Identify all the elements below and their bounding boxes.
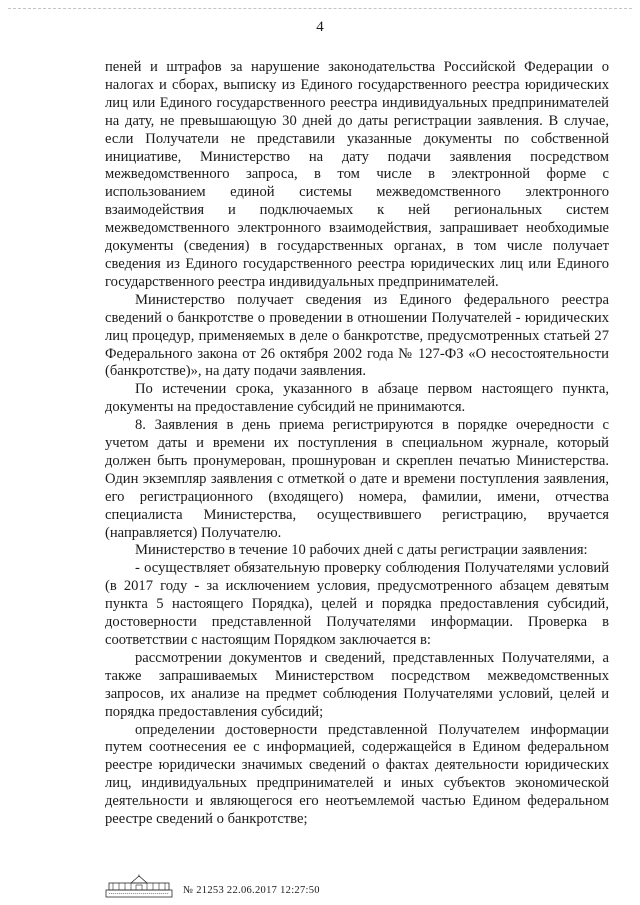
government-building-stamp-icon <box>105 874 173 898</box>
paragraph-item-8: 8. Заявления в день приема регистрируются в порядке очередности с учетом даты и времени их поступления в специальном журнале, который должен быть пронумерован, прошнурован и скреплен печатью Министерства. Один экземпляр заявления с отметкой о дате и времени поступления заявления, его регистрационного (входящего) номера, фамилии, имени, отчества специалиста Министерства, осуществившего регистрацию, вручается (направляется) Получателю. <box>105 417 609 541</box>
document-body <box>105 59 609 829</box>
registration-footer <box>105 868 320 898</box>
paragraph-ministry-10-days: Министерство в течение 10 рабочих дней с даты регистрации заявления: <box>135 542 588 559</box>
paragraph-verification: - осуществляет обязательную проверку соблюдения Получателями условий (в 2017 году - за исключением условия, предусмотренного абзацем девятым пункта 5 настоящего Порядка), целей и порядка предоставления субсидий, достоверности представленной Получателями информации. Проверка в соответствии с настоящим Порядком заключается в: <box>105 560 609 648</box>
paragraph-reliability-check: определении достоверности представленной Получателем информации путем соотнесения ее с информацией, содержащейся в Едином федеральном реестре юридически значимых сведений о фактах деятельности юридических лиц, индивидуальных предпринимателей и иных субъектов экономической деятельности и являющегося его неотъемлемой частью Едином федеральном реестре сведений о банкротстве; <box>105 721 609 828</box>
registration-number: № 21253 22.06.2017 12:27:50 <box>183 885 320 896</box>
paragraph-bankruptcy-registry: Министерство получает сведения из Единого федерального реестра сведений о банкротстве о проведении в отношении Получателей - юридических лиц процедур, применяемых в деле о банкротстве, предусмотренных статьей 27 Федерального закона от 26 октября 2002 года № 127-ФЗ «О несостоятельности (банкротстве)», на дату подачи заявления. <box>105 291 609 380</box>
paragraph-review-documents: рассмотрении документов и сведений, представленных Получателями, а также запрашиваемых Министерством посредством межведомственных запросов, их анализе на предмет соблюдения Получателями условий, целей и порядка предоставления субсидий; <box>105 649 609 720</box>
paragraph-continuation: пеней и штрафов за нарушение законодательства Российской Федерации о налогах и сборах, выписку из Единого государственного реестра юридических лиц или Единого государственного реестра индивидуальных предпринимателей на дату, не превышающую 30 дней до даты регистрации заявления. В случае, если Получатели не представили указанные документы по собственной инициативе, Министерство на дату подачи заявления посредством межведомственного запроса, в том числе в электронной форме с использованием единой системы межведомственного электронного взаимодействия и подключаемых к ней региональных систем межведомственного электронного взаимодействия, запрашивает необходимые документы (сведения) в государственных органах, в том числе получает сведения из Единого государственного реестра юридических лиц или Единого государственного реестра индивидуальных предпринимателей. <box>105 59 609 290</box>
paragraph-deadline: По истечении срока, указанного в абзаце первом настоящего пункта, документы на предоставление субсидий не принимаются. <box>105 381 609 416</box>
page-number: 4 <box>316 19 324 35</box>
scan-edge-line <box>8 8 632 9</box>
